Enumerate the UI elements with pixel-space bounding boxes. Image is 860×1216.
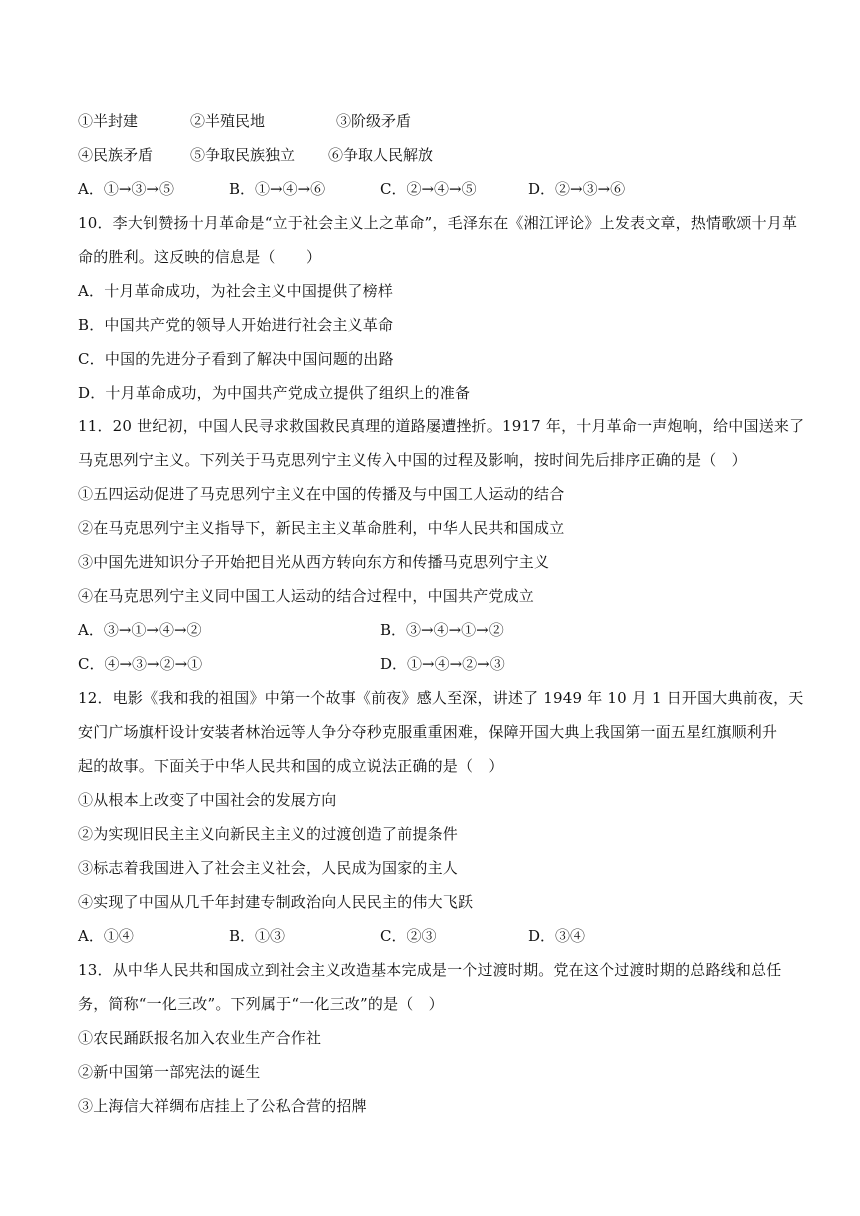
- q9-item-3: ③阶级矛盾: [336, 112, 412, 130]
- q9-item-2: ②半殖民地: [190, 112, 266, 130]
- q12-option-a: A．①④: [78, 927, 134, 945]
- q11-item-2: ②在马克思列宁主义指导下，新民主主义革命胜利，中华人民共和国成立: [78, 519, 565, 537]
- q10-stem-line-1: 10．李大钊赞扬十月革命是“立于社会主义上之革命”，毛泽东在《湘江评论》上发表文章，热情歌颂十月革: [78, 214, 798, 232]
- q11-option-d: D．①→④→②→③: [380, 655, 505, 673]
- q11-item-3: ③中国先进知识分子开始把目光从西方转向东方和传播马克思列宁主义: [78, 553, 550, 571]
- q11-option-a: A．③→①→④→②: [78, 621, 202, 639]
- q13-item-3: ③上海信大祥绸布店挂上了公私合营的招牌: [78, 1097, 367, 1115]
- q12-item-4: ④实现了中国从几千年封建专制政治向人民民主的伟大飞跃: [78, 893, 474, 911]
- q9-option-d: D．②→③→⑥: [528, 180, 626, 198]
- q9-item-6: ⑥争取人民解放: [328, 146, 434, 164]
- q10-option-d: D．十月革命成功，为中国共产党成立提供了组织上的准备: [78, 384, 471, 402]
- q9-item-1: ①半封建: [78, 112, 139, 130]
- q10-stem-line-2: 命的胜利。这反映的信息是（ ）: [78, 248, 322, 266]
- q11-stem-line-1: 11．20 世纪初，中国人民寻求救国救民真理的道路屡遭挫折。1917 年，十月革命一声炮响，给中国送来了: [78, 417, 805, 435]
- q11-option-b: B．③→④→①→②: [380, 621, 504, 639]
- q11-item-4: ④在马克思列宁主义同中国工人运动的结合过程中，中国共产党成立: [78, 587, 535, 605]
- q13-stem-line-1: 13．从中华人民共和国成立到社会主义改造基本完成是一个过渡时期。党在这个过渡时期的总路线和总任: [78, 961, 782, 979]
- q11-stem-line-2: 马克思列宁主义。下列关于马克思列宁主义传入中国的过程及影响，按时间先后排序正确的是（ ）: [78, 451, 747, 469]
- q13-item-2: ②新中国第一部宪法的诞生: [78, 1063, 261, 1081]
- q12-stem-line-2: 安门广场旗杆设计安装者林治远等人争分夺秒克服重重困难，保障开国大典上我国第一面五星红旗顺利升: [78, 723, 778, 741]
- q11-option-c: C．④→③→②→①: [78, 655, 203, 673]
- q10-option-b: B．中国共产党的领导人开始进行社会主义革命: [78, 316, 394, 334]
- q12-option-c: C．②③: [380, 927, 437, 945]
- q12-item-3: ③标志着我国进入了社会主义社会，人民成为国家的主人: [78, 859, 459, 877]
- q13-stem-line-2: 务，简称“一化三改”。下列属于“一化三改”的是（ ）: [78, 995, 444, 1013]
- q12-stem-line-3: 起的故事。下面关于中华人民共和国的成立说法正确的是（ ）: [78, 757, 504, 775]
- q10-option-a: A．十月革命成功，为社会主义中国提供了榜样: [78, 282, 394, 300]
- q9-option-c: C．②→④→⑤: [380, 180, 477, 198]
- q12-option-d: D．③④: [528, 927, 586, 945]
- q12-item-1: ①从根本上改变了中国社会的发展方向: [78, 791, 337, 809]
- q12-item-2: ②为实现旧民主主义向新民主主义的过渡创造了前提条件: [78, 825, 459, 843]
- q12-option-b: B．①③: [229, 927, 286, 945]
- q9-item-4: ④民族矛盾: [78, 146, 154, 164]
- q9-option-b: B．①→④→⑥: [229, 180, 326, 198]
- q9-option-a: A．①→③→⑤: [78, 180, 174, 198]
- q11-item-1: ①五四运动促进了马克思列宁主义在中国的传播及与中国工人运动的结合: [78, 485, 565, 503]
- q9-item-5: ⑤争取民族独立: [190, 146, 296, 164]
- q10-option-c: C．中国的先进分子看到了解决中国问题的出路: [78, 350, 394, 368]
- q13-item-1: ①农民踊跃报名加入农业生产合作社: [78, 1029, 322, 1047]
- q12-stem-line-1: 12．电影《我和我的祖国》中第一个故事《前夜》感人至深，讲述了 1949 年 10 月 1 日开国大典前夜，天: [78, 689, 804, 707]
